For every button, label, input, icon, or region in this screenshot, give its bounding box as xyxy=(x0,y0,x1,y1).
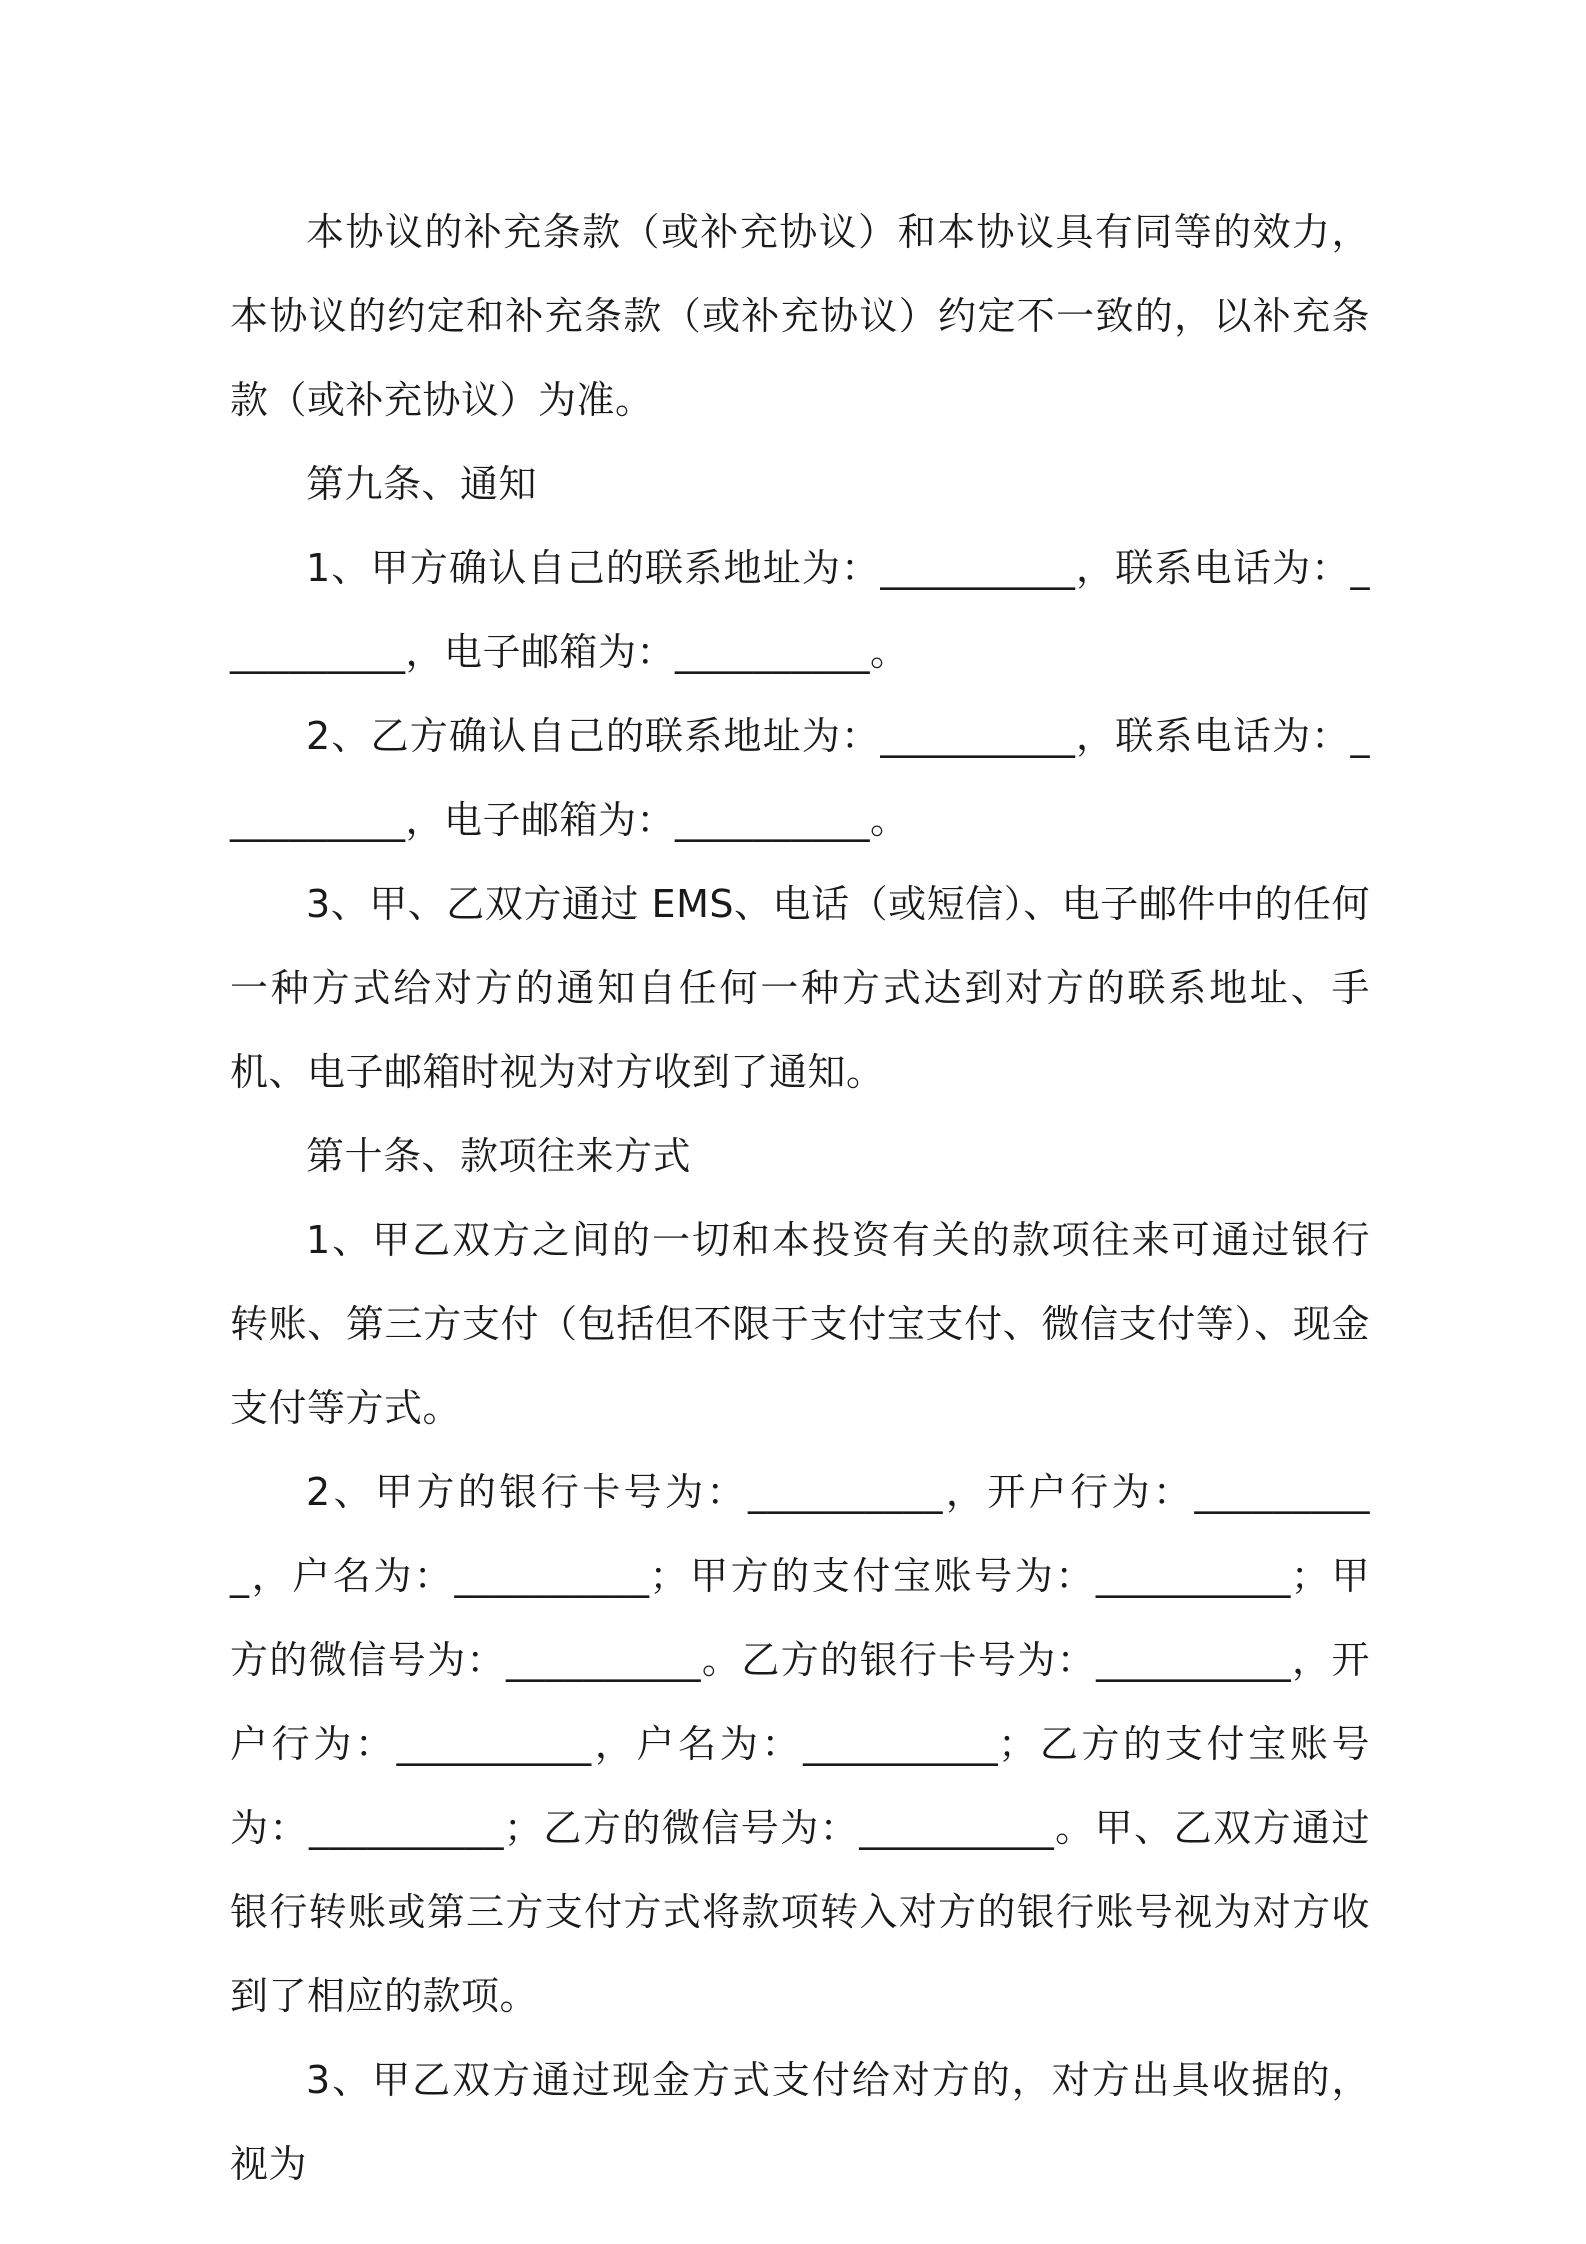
paragraph-bank-accounts: 2、甲方的银行卡号为：__________，开户行为：__________，户名为：__________；甲方的支付宝账号为：__________；甲方的微信号为：__________。乙方的银行卡号为：__________，开户行为：__________，户名为：__________；乙方的支付宝账号为：__________；乙方的微信号为：__________。甲、乙双方通过银行转账或第三方支付方式将款项转入对方的银行账号视为对方收到了相应的款项。 xyxy=(230,1470,1370,2018)
document-body xyxy=(230,190,1370,2206)
paragraph-supplementary-terms: 本协议的补充条款（或补充协议）和本协议具有同等的效力，本协议的约定和补充条款（或补充协议）约定不一致的，以补充条款（或补充协议）为准。 xyxy=(230,210,1370,422)
article-9-heading: 第九条、通知 xyxy=(306,462,538,506)
paragraph-cash-payment: 3、甲乙双方通过现金方式支付给对方的，对方出具收据的，视为 xyxy=(230,2058,1370,2186)
paragraph-payment-methods: 1、甲乙双方之间的一切和本投资有关的款项往来可通过银行转账、第三方支付（包括但不限于支付宝支付、微信支付等）、现金支付等方式。 xyxy=(230,1218,1370,1430)
paragraph-party-a-contact: 1、甲方确认自己的联系地址为：__________，联系电话为：__________，电子邮箱为：__________。 xyxy=(230,546,1370,674)
paragraph-party-b-contact: 2、乙方确认自己的联系地址为：__________，联系电话为：__________，电子邮箱为：__________。 xyxy=(230,714,1370,842)
article-10-heading: 第十条、款项往来方式 xyxy=(306,1134,692,1178)
paragraph-notice-methods: 3、甲、乙双方通过 EMS、电话（或短信）、电子邮件中的任何一种方式给对方的通知自任何一种方式达到对方的联系地址、手机、电子邮箱时视为对方收到了通知。 xyxy=(230,882,1370,1094)
